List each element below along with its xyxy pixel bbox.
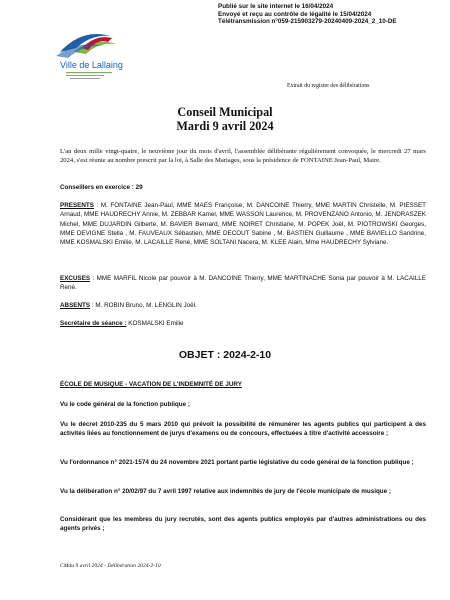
secretaire-text: KOSMALSKI Emilie [126, 320, 184, 327]
vu-deliberation: Vu la délibération n° 20/02/97 du 7 avril 1997 relative aux indemnités de jury de l'école municipale de musique ; [60, 488, 391, 495]
conseillers-line [60, 183, 426, 192]
conseillers-count: 29 [135, 184, 143, 191]
objet-heading: OBJET : 2024-2-10 [178, 349, 272, 361]
absents-paragraph [60, 301, 426, 310]
registry-extract-label: Extrait du registre des délibérations [287, 83, 370, 89]
publication-line-2: Envoyé et reçu au contrôle de légalité le 15/04/2024 [218, 10, 372, 18]
presents-paragraph [60, 201, 426, 247]
logo-text: Ville de Lallaing [60, 60, 123, 70]
vu-decret: Vu le décret 2010-235 du 5 mars 2010 qui prévoit la possibilité de rémunérer les agents publics qui participent à des activités liées au fonctionnement de jurys d'examens ou de concours, effectuées à titre d'activité accessoire ; [60, 421, 426, 438]
absents-text: : M. ROBIN Bruno, M. LENGLIN Joël. [90, 302, 197, 309]
publication-info [218, 3, 446, 26]
city-logo-graphic [52, 22, 132, 90]
council-title: Conseil Municipal [177, 105, 273, 119]
page-footer: CMdu 9 avril 2024 - Délibération 2024-2-10 [60, 563, 161, 569]
excuses-label: EXCUSES [60, 275, 91, 282]
secretaire-label: Secrétaire de séance : [60, 320, 127, 327]
presents-label: PRESENTS [60, 202, 94, 209]
excuses-text: : MME MARFIL Nicole par pouvoir à M. DANCOINE Thierry, MME MARTINACHE Sonia par pouvoir à M. LACAILLE René. [60, 275, 426, 292]
conseillers-label: Conseillers en exercice : [60, 184, 136, 191]
publication-line-3: Télétransmission n°059-215903279-20240409-2024_2_10-DE [218, 18, 397, 26]
subject-line [60, 380, 426, 389]
vu-code-general: Vu le code général de la fonction publique ; [60, 401, 190, 408]
subject-text: ÉCOLE DE MUSIQUE - VACATION DE L'INDEMNITÉ DE JURY [60, 381, 242, 388]
presents-text: : M. FONTAINE Jean-Paul, MME MAES Françoise, M. DANCOINE Thierry, MME MARTIN Christelle, M. PIESSET Arnaud, MME HAUDRECHY Annie, M. ZEBBAR Kamel, MME WASSON Laurence, M. PROVENZANO Antonio, M. JENDRASZEK Michel, MME DUJARDIN Gilberte, M. BAVIER Bernard, MME NOIRET Christiane, M. POPEK Joël, M. PIOTROWSKI Georges, MME DEVIGNE Stella , M. FAUVEAUX Sébastien, MME DECOUT Sabine , M. BASTIEN Guillaume , MME BAVIELLO Sandrine, MME KOSMALSKI Emilie, M. LACAILLE René, MME SOLTANI Nacera, M. KLEE Alain, Mme HAUDRECHY Sylviane. [60, 202, 426, 247]
excuses-paragraph [60, 274, 426, 293]
vu-ordonnance: Vu l'ordonnance n° 2021-1574 du 24 novembre 2021 portant partie législative du code général de la fonction publique ; [60, 459, 414, 466]
considerant-paragraph [60, 515, 426, 534]
absents-label: ABSENTS [60, 302, 91, 309]
intro-paragraph: L'an deux mille vingt-quatre, le neuvième jour du mois d'avril, l'assemblée délibérante régulièrement convoquée, le mercredi 27 mars 2024, s'est réunie au nombre prescrit par la loi, à Salle des Mariages, sous la présidence de FONTAINE Jean-Paul, Maire. [60, 148, 426, 164]
secretaire-paragraph [60, 319, 426, 328]
considerant-label: Considérant [60, 516, 97, 523]
session-date: Mardi 9 avril 2024 [176, 119, 274, 133]
city-logo [52, 22, 132, 90]
publication-line-1: Publié sur le site internet le 16/04/2024 [218, 3, 334, 10]
considerant-text: que les membres du jury recrutés, sont des agents publics employés par d'autres administrations ou des agents privés ; [60, 516, 426, 533]
